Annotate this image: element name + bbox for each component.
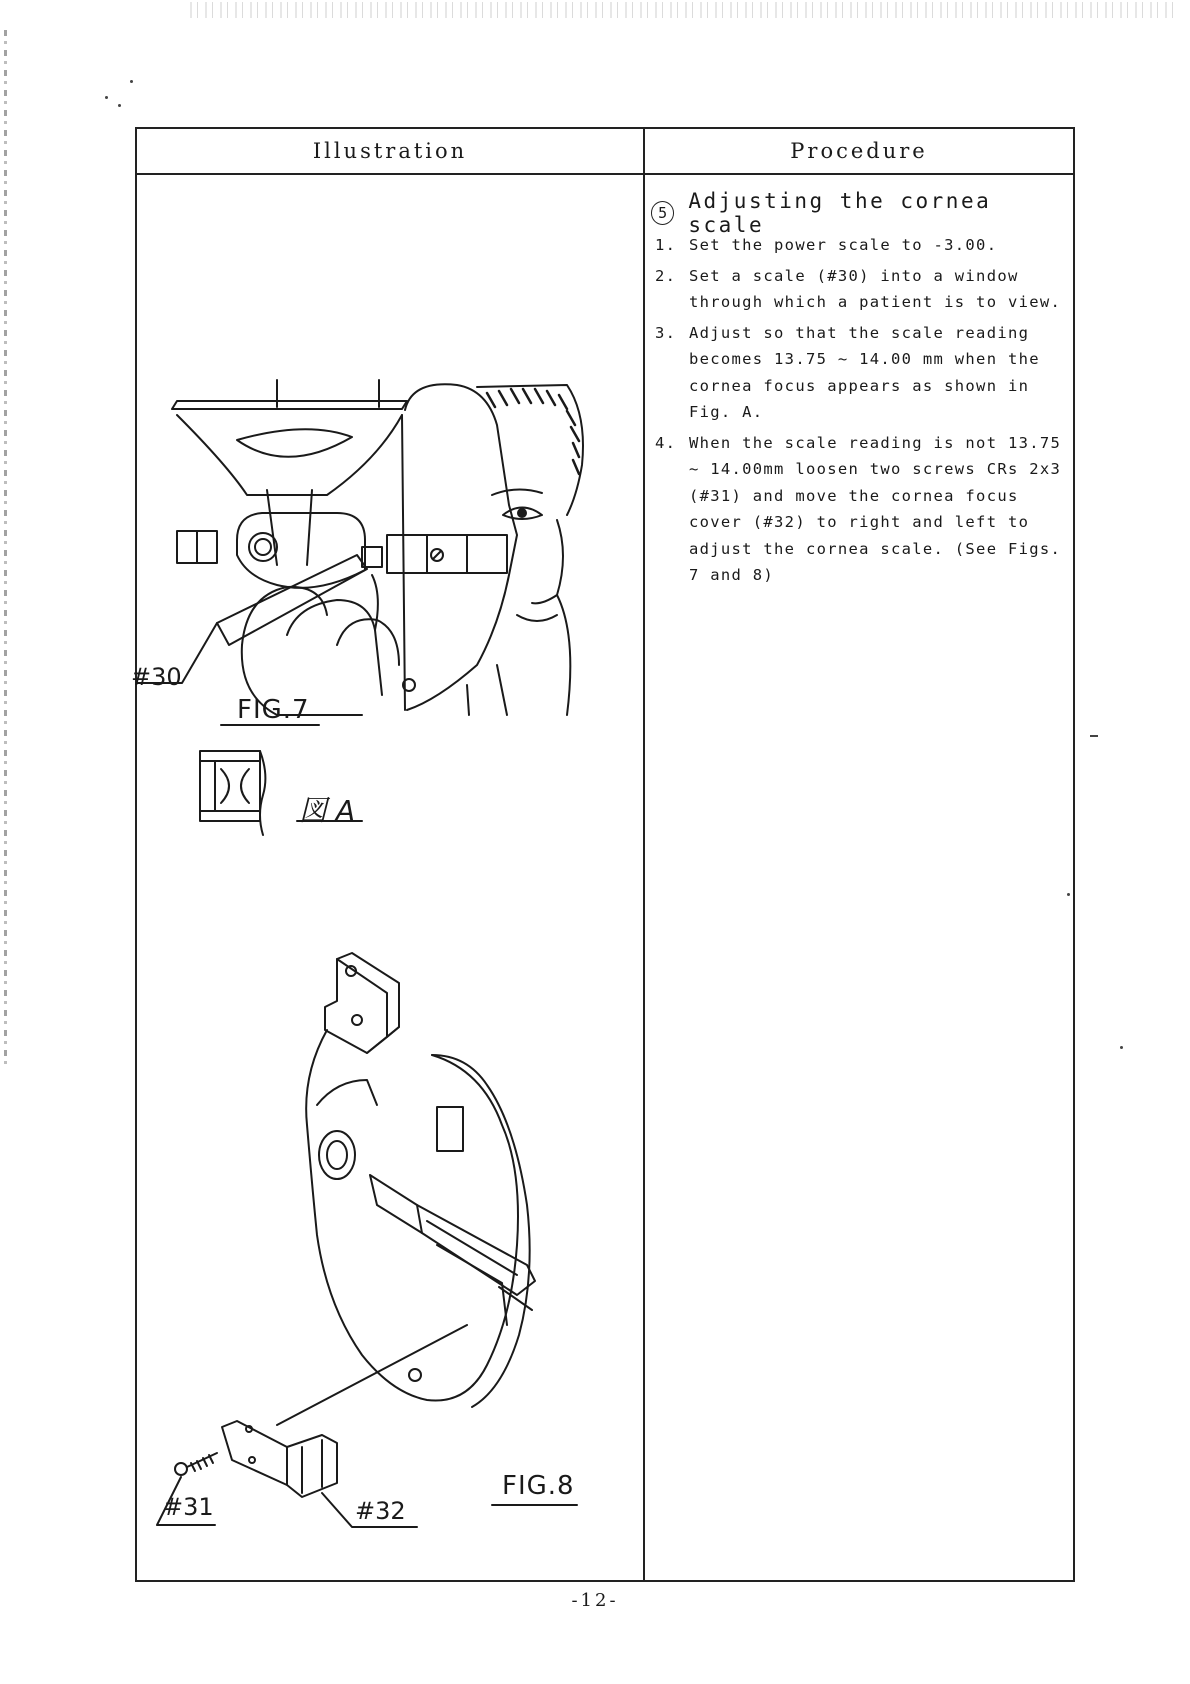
scan-speck — [118, 104, 121, 107]
step-text: Set a scale (#30) into a window through which a patient is to view. — [689, 266, 1062, 311]
part-label-32: #32 — [355, 1497, 406, 1525]
scan-speck — [1090, 735, 1098, 737]
fig7-drawing — [137, 380, 583, 725]
page-number: -12- — [571, 1590, 619, 1611]
figure-drawings — [137, 175, 643, 1580]
procedure-header: Procedure — [645, 129, 1073, 175]
step-title: Adjusting the cornea scale — [688, 189, 992, 237]
illustration-column — [131, 175, 643, 1580]
part-label-30: #30 — [131, 663, 182, 691]
step-num: 1. — [655, 236, 677, 254]
scan-edge-artifact — [4, 30, 7, 1070]
figA-caption: 図 A — [299, 794, 356, 827]
procedure-step — [655, 263, 1065, 316]
step-number-badge: 5 — [651, 201, 674, 225]
fig7-caption: FIG.7 — [237, 695, 310, 725]
step-text: Adjust so that the scale reading becomes 13.75 ~ 14.00 mm when the cornea focus appears as shown in Fig. A. — [689, 323, 1040, 421]
fig8-caption: FIG.8 — [502, 1471, 575, 1501]
procedure-step — [655, 430, 1065, 589]
step-heading — [651, 189, 1071, 237]
part-label-31: #31 — [163, 1493, 214, 1521]
scan-speck — [130, 80, 133, 83]
scan-edge-artifact — [190, 2, 1180, 18]
scan-speck — [1120, 1046, 1123, 1049]
scan-speck — [105, 96, 108, 99]
procedure-step — [655, 232, 1065, 259]
column-divider — [643, 129, 645, 1580]
step-text: Set the power scale to -3.00. — [689, 236, 998, 254]
step-num: 4. — [655, 433, 677, 452]
fig8-drawing — [157, 953, 577, 1527]
illustration-header: Illustration — [137, 129, 643, 175]
procedure-steps — [655, 232, 1065, 593]
procedure-step — [655, 320, 1065, 426]
step-text: When the scale reading is not 13.75 ~ 14.00mm loosen two screws CRs 2x3 (#31) and move the cornea focus cover (#32) to right and left to adjust the cornea scale. (See Figs. 7 and 8) — [689, 433, 1062, 584]
step-num: 3. — [655, 323, 677, 342]
manual-table — [131, 127, 1075, 1582]
step-num: 2. — [655, 266, 677, 285]
